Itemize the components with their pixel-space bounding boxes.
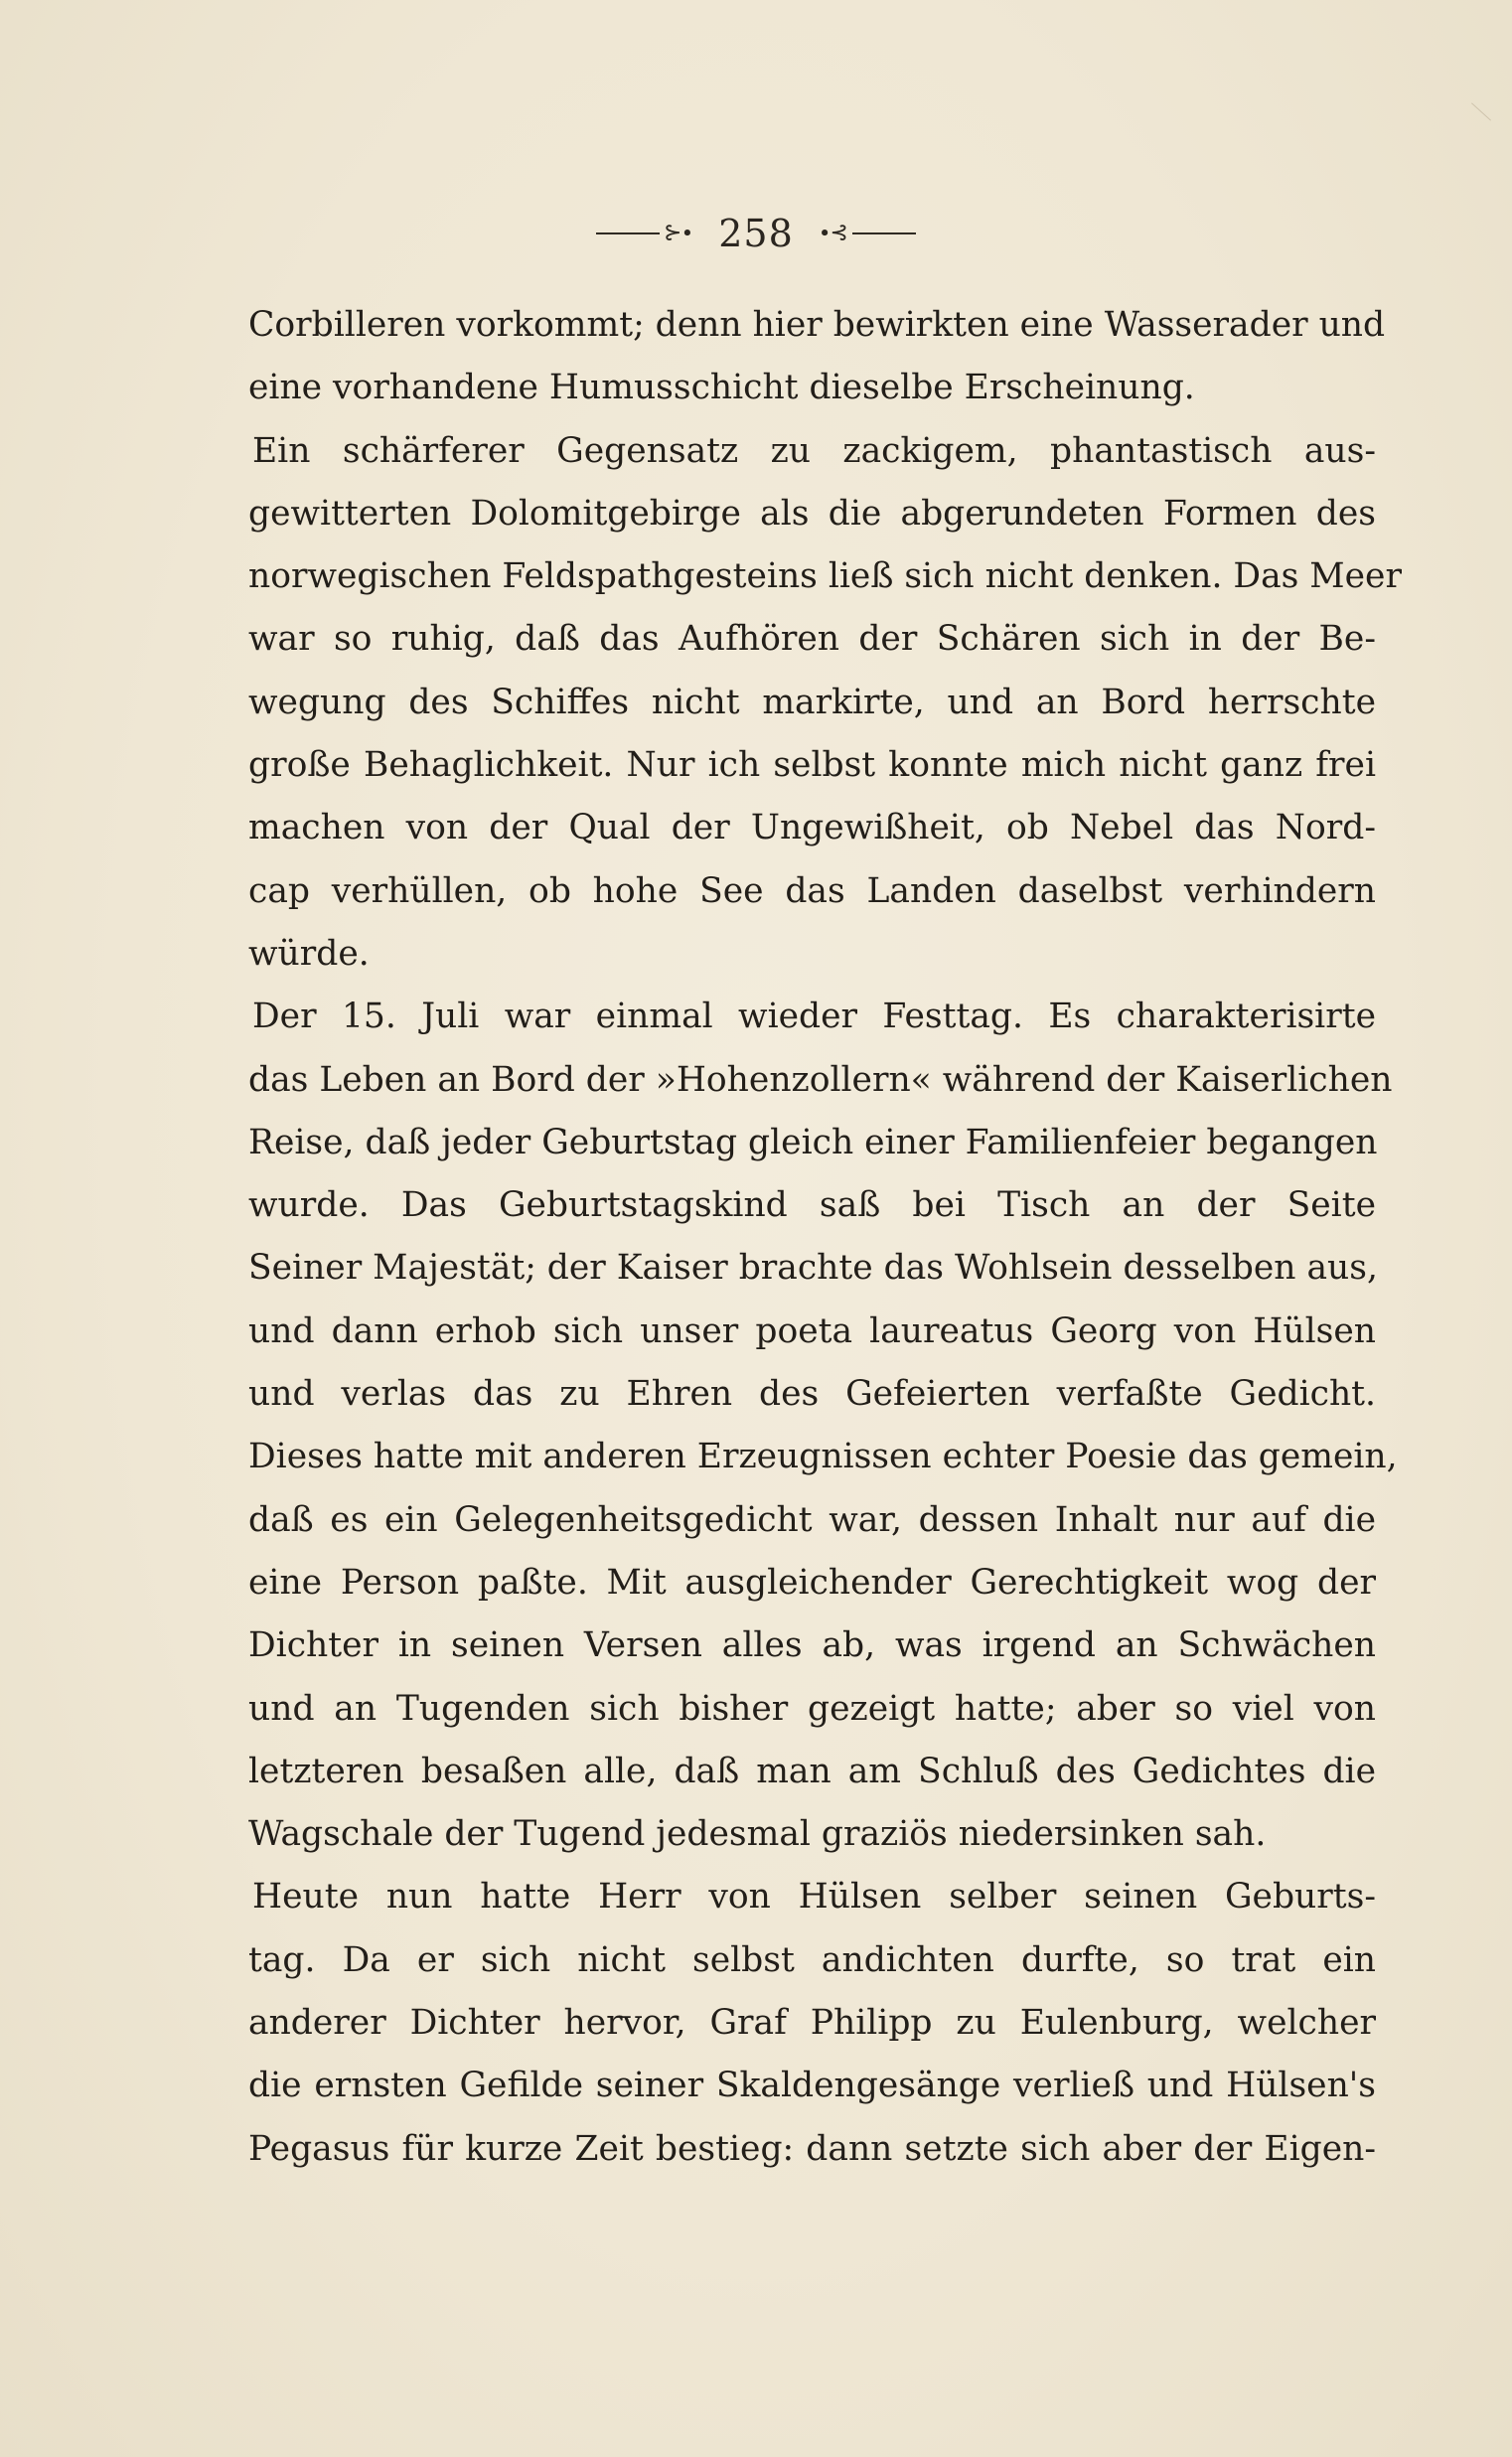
text-line: anderer Dichter hervor, Graf Philipp zu Eulenburg, welcher bbox=[248, 2003, 1376, 2044]
right-rule bbox=[852, 232, 916, 234]
text-line: daß es ein Gelegenheitsgedicht war, dessen Inhalt nur auf die bbox=[248, 1499, 1376, 1540]
text-line: machen von der Qual der Ungewißheit, ob Nebel das Nord- bbox=[248, 808, 1376, 848]
text-line: wurde. Das Geburtstagskind saß bei Tisch an der Seite bbox=[248, 1185, 1376, 1226]
right-flourish-icon: ∙⊰ bbox=[819, 221, 848, 245]
right-ornament bbox=[816, 223, 916, 244]
left-flourish-icon: ⊱∙ bbox=[664, 221, 693, 245]
text-line: und an Tugenden sich bisher gezeigt hatte; aber so viel von bbox=[248, 1688, 1376, 1729]
text-line: Reise, daß jeder Geburtstag gleich einer Familienfeier begangen bbox=[248, 1122, 1378, 1162]
page-header bbox=[0, 207, 1512, 260]
body-text bbox=[248, 294, 1402, 2181]
text-line: eine Person paßte. Mit ausgleichender Gerechtigkeit wog der bbox=[248, 1562, 1376, 1603]
text-line: cap verhüllen, ob hohe See das Landen daselbst verhindern bbox=[248, 870, 1376, 911]
text-line: Dieses hatte mit anderen Erzeugnissen echter Poesie das gemein, bbox=[248, 1437, 1398, 1477]
text-line: Corbilleren vorkommt; denn hier bewirkten eine Wasserader und bbox=[248, 305, 1386, 345]
page-number: 258 bbox=[718, 212, 794, 255]
text-line: die ernsten Gefilde seiner Skaldengesänge verließ und Hülsen's bbox=[248, 2066, 1376, 2106]
text-line: letzteren besaßen alle, daß man am Schluß des Gedichtes die bbox=[248, 1751, 1376, 1791]
text-line: gewitterten Dolomitgebirge als die abgerundeten Formen des bbox=[248, 493, 1376, 534]
text-line: norwegischen Feldspathgesteins ließ sich nicht denken. Das Meer bbox=[248, 556, 1402, 597]
text-line: Ein schärferer Gegensatz zu zackigem, phantastisch aus- bbox=[252, 430, 1376, 471]
left-ornament bbox=[596, 223, 696, 244]
text-line: große Behaglichkeit. Nur ich selbst konnte mich nicht ganz frei bbox=[248, 745, 1376, 786]
text-line: war so ruhig, daß das Aufhören der Schären sich in der Be- bbox=[248, 619, 1376, 660]
text-line: Wagschale der Tugend jedesmal graziös niedersinken sah. bbox=[248, 1814, 1267, 1855]
text-line: und dann erhob sich unser poeta laureatus Georg von Hülsen bbox=[248, 1310, 1376, 1351]
text-line: Pegasus für kurze Zeit bestieg: dann setzte sich aber der Eigen- bbox=[248, 2128, 1376, 2169]
text-line: wegung des Schiffes nicht markirte, und an Bord herrschte bbox=[248, 682, 1376, 722]
text-line: und verlas das zu Ehren des Gefeierten verfaßte Gedicht. bbox=[248, 1374, 1376, 1415]
corner-mark bbox=[1471, 102, 1491, 120]
text-line: Dichter in seinen Versen alles ab, was irgend an Schwächen bbox=[248, 1625, 1376, 1666]
text-line: das Leben an Bord der »Hohenzollern« während der Kaiserlichen bbox=[248, 1059, 1393, 1100]
text-line: eine vorhandene Humusschicht dieselbe Erscheinung. bbox=[248, 368, 1195, 408]
text-line: tag. Da er sich nicht selbst andichten durfte, so trat ein bbox=[248, 1939, 1376, 1980]
left-rule bbox=[596, 232, 660, 234]
text-line: würde. bbox=[248, 933, 370, 974]
text-line: Heute nun hatte Herr von Hülsen selber seinen Geburts- bbox=[252, 1877, 1376, 1918]
text-line: Der 15. Juli war einmal wieder Festtag. Es charakterisirte bbox=[252, 997, 1376, 1037]
text-line: Seiner Majestät; der Kaiser brachte das Wohlsein desselben aus, bbox=[248, 1248, 1378, 1289]
